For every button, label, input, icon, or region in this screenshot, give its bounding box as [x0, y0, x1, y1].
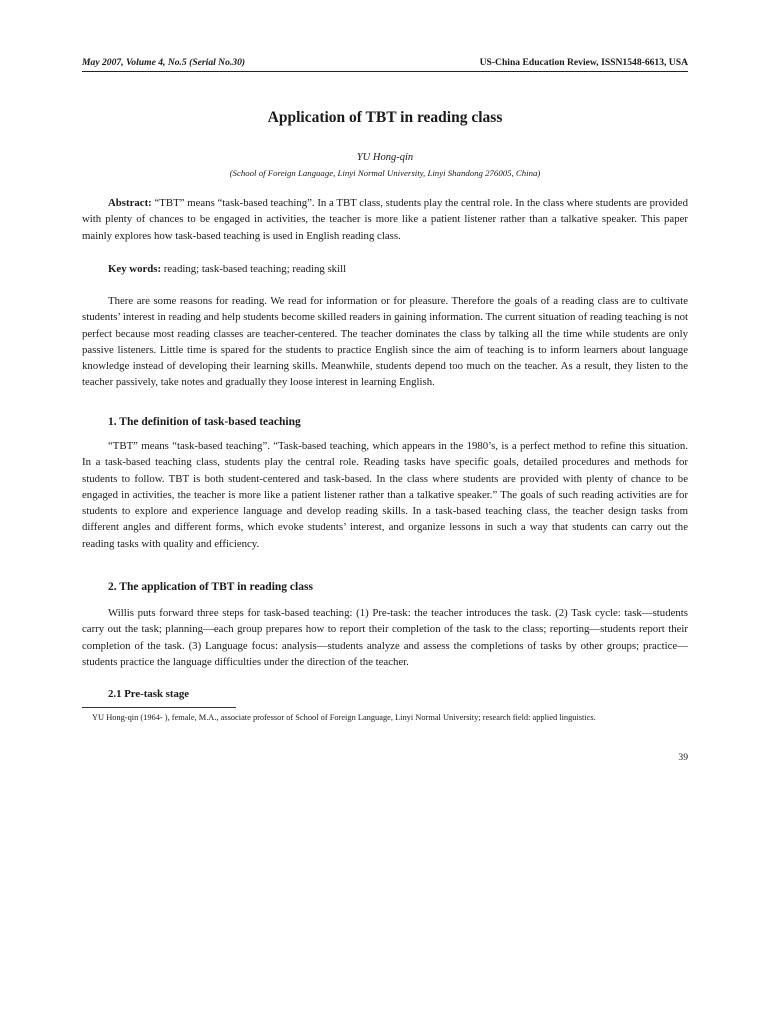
- keywords: [82, 261, 688, 277]
- footnote-rule: [82, 707, 236, 708]
- running-head-right: US-China Education Review, ISSN1548-6613, USA: [479, 57, 688, 68]
- abstract-text: “TBT” means “task-based teaching”. In a TBT class, students play the central role. In the class where students are provided with plenty of chances to be engaged in activities, the teacher is more like a patient listener rather than a talkative speaker. This paper mainly explores how task-based teaching is used in English reading class.: [82, 197, 689, 242]
- abstract-label: Abstract:: [108, 197, 152, 209]
- keywords-label: Key words:: [108, 263, 162, 275]
- section-2-heading: 2. The application of TBT in reading class: [108, 581, 313, 593]
- author-name: YU Hong-qin: [356, 152, 414, 163]
- author-footnote: YU Hong-qin (1964- ), female, M.A., associate professor of School of Foreign Language, Linyi Normal University; research field: applied linguistics.: [92, 713, 596, 722]
- intro-paragraph: There are some reasons for reading. We read for information or for pleasure. Therefore the goals of a reading class are to cultivate students’ interest in reading and help students become skilled readers in gaining information. The current situation of reading teaching is not perfect because most reading classes are teacher-centered. The teacher dominates the class by talking all the time while students are only passive listeners. Little time is spared for the students to practice English since the aim of teaching is to inform learners about language knowledge instead of developing their learning skills. Meanwhile, students depend too much on the teacher. As a result, they listen to the teacher passively, take notes and gradually they loose interest in learning English.: [82, 295, 688, 389]
- abstract: [82, 195, 688, 244]
- running-head-left: May 2007, Volume 4, No.5 (Serial No.30): [82, 57, 246, 68]
- page-number: 39: [678, 752, 688, 763]
- section-1-heading: 1. The definition of task-based teaching: [108, 416, 301, 428]
- section-1-paragraph: “TBT” means “task-based teaching”. “Task-based teaching, which appears in the 1980’s, is a perfect method to refine this situation. In a task-based teaching class, students play the central role. Reading tasks have specific goals, detailed procedures and methods for students to follow. TBT is both student-centered and task-based. In the class where students are provided with plenty of chance to be engaged in activities, the teacher is more like a patient listener rather than a talkative speaker.” The goals of such reading activities are for students to explore and experience language and develop reading skills. In a task-based teaching class, the teacher design tasks from different angles and different forms, which evoke students’ interest, and organize lessons in such a way that students can carry out the reading tasks with quality and efficiency.: [82, 440, 688, 550]
- keywords-text: reading; task-based teaching; reading skill: [163, 263, 347, 275]
- running-head: [82, 57, 688, 72]
- subsection-2-1-heading: 2.1 Pre-task stage: [108, 688, 190, 700]
- author-affiliation: (School of Foreign Language, Linyi Normal University, Linyi Shandong 276005, China): [229, 168, 541, 178]
- paper-title: Application of TBT in reading class: [267, 109, 503, 126]
- section-2-paragraph: Willis puts forward three steps for task-based teaching: (1) Pre-task: the teacher introduces the task. (2) Task cycle: task—students carry out the task; planning—each group prepares how to report their completion of the task to the class; reporting—students report their completion of the task. (3) Language focus: analysis—students analyze and assess the completions of tasks by other groups; practice—students practice the language difficulties under the direction of the teacher.: [82, 607, 688, 668]
